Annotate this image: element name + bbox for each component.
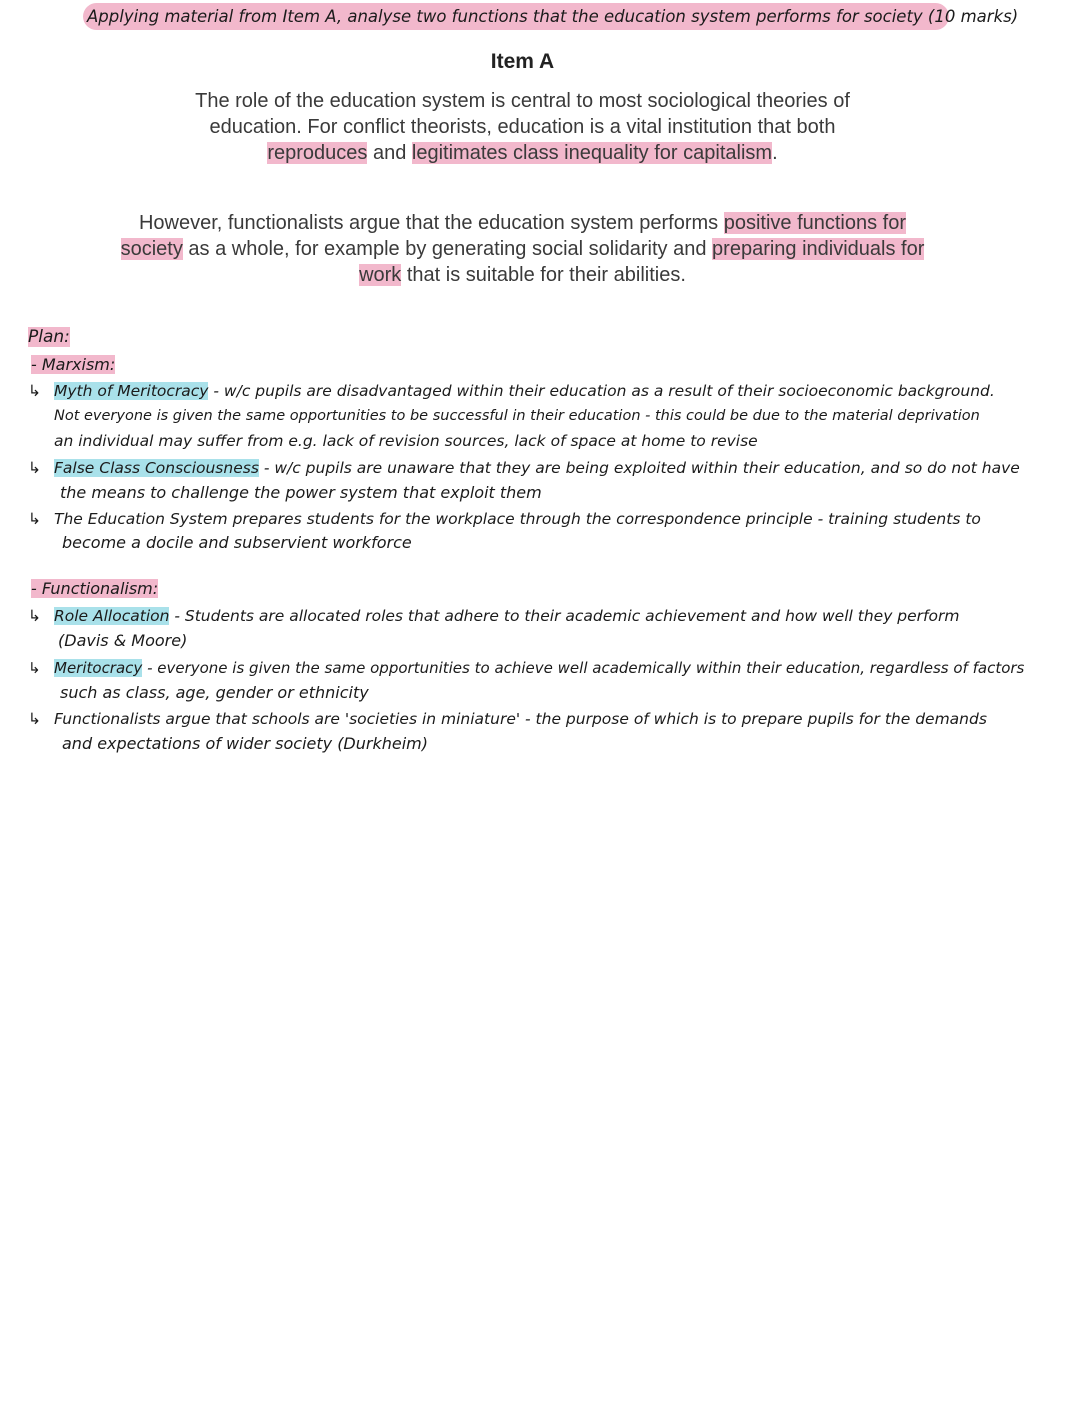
marxism-point-2 bbox=[28, 457, 1020, 479]
para1-line3 bbox=[110, 140, 935, 166]
arrow-icon: ↳ bbox=[28, 459, 41, 477]
point-text: Functionalists argue that schools are 'societies in miniature' - the purpose of which is to prepare pupils for the demands bbox=[54, 710, 987, 728]
term-role-allocation: Role Allocation bbox=[54, 607, 170, 625]
term-meritocracy: Meritocracy bbox=[54, 659, 143, 677]
functionalism-heading-text: - Functionalism: bbox=[31, 579, 159, 598]
marxism-point-3-line2: become a docile and subservient workforce bbox=[62, 533, 412, 552]
item-a-paragraph-2 bbox=[110, 210, 935, 288]
arrow-icon: ↳ bbox=[28, 659, 41, 677]
functionalism-point-2 bbox=[28, 657, 1024, 679]
functionalism-point-2-line2: such as class, age, gender or ethnicity bbox=[60, 683, 369, 702]
point-text: The Education System prepares students for the workplace through the correspondence principle - training students to bbox=[54, 510, 981, 528]
arrow-icon: ↳ bbox=[28, 607, 41, 625]
point-text: - everyone is given the same opportunities to achieve well academically within their education, regardless of factors bbox=[142, 659, 1025, 677]
arrow-icon: ↳ bbox=[28, 382, 41, 400]
plan-section bbox=[28, 326, 70, 348]
marxism-point-2-line2: the means to challenge the power system that exploit them bbox=[60, 483, 542, 502]
term-false-class-consciousness: False Class Consciousness bbox=[54, 459, 259, 477]
highlight-legitimates: legitimates class inequality for capitalism bbox=[411, 142, 773, 164]
para2-mid: as a whole, for example by generating social solidarity and bbox=[182, 238, 713, 260]
para1-mid: and bbox=[367, 142, 412, 164]
functionalism-point-3 bbox=[28, 708, 987, 730]
point-text: - w/c pupils are unaware that they are being exploited within their education, and so do not have bbox=[258, 459, 1020, 477]
para1-end: . bbox=[772, 142, 778, 164]
para2-end: that is suitable for their abilities. bbox=[401, 264, 686, 286]
marxism-heading bbox=[31, 354, 115, 376]
marxism-point-1-line3: an individual may suffer from e.g. lack of revision sources, lack of space at home to revise bbox=[54, 432, 758, 450]
highlight-reproduces: reproduces bbox=[267, 142, 368, 164]
highlight-positive-functions: positive functions for society bbox=[120, 212, 907, 260]
highlight-preparing-individuals: preparing individuals for work bbox=[359, 238, 925, 286]
item-a-paragraph-1 bbox=[110, 88, 935, 166]
arrow-icon: ↳ bbox=[28, 710, 41, 728]
marxism-point-1-line2: Not everyone is given the same opportunities to be successful in their education - this could be due to the material deprivation bbox=[54, 408, 980, 424]
functionalism-point-1 bbox=[28, 605, 959, 627]
question-banner: Applying material from Item A, analyse two functions that the education system performs for society (10 marks) bbox=[83, 3, 949, 30]
marxism-point-1 bbox=[28, 380, 995, 402]
functionalism-point-3-line2: and expectations of wider society (Durkheim) bbox=[62, 734, 428, 753]
item-a-title: Item A bbox=[490, 50, 555, 73]
plan-label: Plan: bbox=[28, 327, 70, 347]
term-myth-of-meritocracy: Myth of Meritocracy bbox=[54, 382, 209, 400]
marxism-point-3 bbox=[28, 508, 981, 530]
para2-pre: However, functionalists argue that the education system performs bbox=[138, 212, 724, 234]
point-text: - w/c pupils are disadvantaged within their education as a result of their socioeconomic background. bbox=[208, 382, 995, 400]
para1-line2: education. For conflict theorists, education is a vital institution that both bbox=[209, 116, 836, 138]
point-text: - Students are allocated roles that adhere to their academic achievement and how well they perform bbox=[169, 607, 960, 625]
para1-line1: The role of the education system is central to most sociological theories of bbox=[195, 90, 850, 112]
arrow-icon: ↳ bbox=[28, 510, 41, 528]
functionalism-heading bbox=[31, 578, 158, 600]
functionalism-point-1-line2: (Davis & Moore) bbox=[58, 631, 188, 650]
marxism-heading-text: - Marxism: bbox=[31, 355, 116, 374]
